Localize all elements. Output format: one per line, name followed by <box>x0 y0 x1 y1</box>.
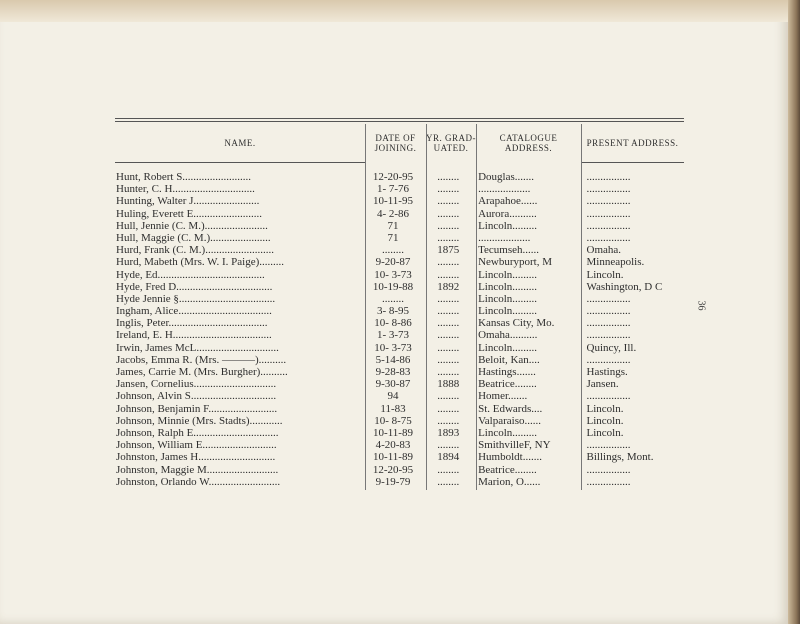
table-row <box>115 293 684 305</box>
cell-year-graduated: 1893 <box>437 426 460 439</box>
cell-catalogue-address: Lincoln......... <box>478 305 538 318</box>
cell-name: Hunt, Robert S......................... <box>116 171 252 183</box>
cell-present-address: ................ <box>586 207 631 220</box>
cell-date-of-joining: 4-20-83 <box>375 439 411 452</box>
cell-present-address: Lincoln. <box>586 402 624 415</box>
cell-catalogue-address: Tecumseh...... <box>478 244 540 257</box>
cell-year-graduated: 1888 <box>437 378 460 391</box>
cell-year-graduated: 1894 <box>437 451 460 464</box>
table-row <box>115 439 684 451</box>
cell-date-of-joining: 5-14-86 <box>375 353 411 366</box>
table-row <box>115 171 684 183</box>
present-header-rule <box>581 162 684 163</box>
cell-name: Johnson, Benjamin F......................... <box>116 402 278 415</box>
cell-date-of-joining: 9-30-87 <box>375 378 411 391</box>
cell-year-graduated: ........ <box>437 329 460 342</box>
cell-date-of-joining: 11-83 <box>380 402 406 415</box>
cell-present-address: ................ <box>586 305 631 318</box>
name-header-rule <box>115 162 365 163</box>
cell-year-graduated: ........ <box>437 256 460 269</box>
cell-catalogue-address: Aurora.......... <box>478 207 537 220</box>
cell-year-graduated: 1892 <box>437 280 460 293</box>
cell-present-address: ................ <box>586 231 631 244</box>
table-row <box>115 195 684 207</box>
cell-year-graduated: ........ <box>437 414 460 427</box>
cell-name: Hyde, Fred D................................... <box>116 280 273 293</box>
cell-catalogue-address: Newburyport, M <box>478 256 553 269</box>
cell-catalogue-address: Lincoln......... <box>478 292 538 305</box>
cell-name: Hyde Jennie §................................... <box>116 292 276 305</box>
cell-date-of-joining: 12-20-95 <box>372 171 414 183</box>
cell-catalogue-address: ................... <box>478 183 531 196</box>
cell-year-graduated: ........ <box>437 219 460 232</box>
cell-year-graduated: ........ <box>437 353 460 366</box>
cell-year-graduated: ........ <box>437 207 460 220</box>
table-row <box>115 476 684 488</box>
cell-year-graduated: ........ <box>437 292 460 305</box>
top-rule-double <box>115 121 684 122</box>
cell-name: Ingham, Alice.................................. <box>116 305 272 318</box>
cell-name: Hull, Jennie (C. M.)....................... <box>116 219 268 232</box>
cell-present-address: ................ <box>586 390 631 403</box>
cell-name: Hyde, Ed....................................... <box>116 268 265 281</box>
cell-name: Jacobs, Emma R. (Mrs. ———).......... <box>116 353 287 366</box>
table-row <box>115 208 684 220</box>
cell-catalogue-address: Marion, O...... <box>478 475 541 488</box>
cell-present-address: ................ <box>586 219 631 232</box>
cell-year-graduated: ........ <box>437 231 460 244</box>
table-row <box>115 281 684 293</box>
table-row <box>115 451 684 463</box>
cell-present-address: Lincoln. <box>586 426 624 439</box>
cell-date-of-joining: 10-11-95 <box>373 195 413 208</box>
cell-present-address: Minneapolis. <box>586 256 645 269</box>
cell-name: Ireland, E. H.................................... <box>116 329 272 342</box>
cell-present-address: ................ <box>586 317 631 330</box>
cell-date-of-joining: 9-28-83 <box>375 366 411 378</box>
table-row <box>115 269 684 281</box>
cell-name: Johnson, Ralph E............................... <box>116 426 279 439</box>
cell-present-address: ................ <box>586 292 631 305</box>
cell-name: Johnson, William E........................... <box>116 439 277 452</box>
cell-date-of-joining: 10- 8-86 <box>374 317 412 330</box>
cell-date-of-joining: 4- 2-86 <box>376 207 410 220</box>
table-row <box>115 220 684 232</box>
cell-catalogue-address: Lincoln......... <box>478 426 538 439</box>
cell-catalogue-address: Beloit, Kan.... <box>478 353 540 366</box>
cell-name: Hunting, Walter J........................ <box>116 195 260 208</box>
cell-year-graduated: ........ <box>437 195 460 208</box>
cell-year-graduated: ........ <box>437 475 460 488</box>
cell-name: Johnson, Minnie (Mrs. Stadts)............ <box>116 414 283 427</box>
cell-date-of-joining: 1- 7-76 <box>376 183 410 196</box>
cell-year-graduated: ........ <box>437 268 460 281</box>
cell-catalogue-address: Humboldt....... <box>478 451 542 464</box>
cell-present-address: Omaha. <box>586 244 622 257</box>
table-row <box>115 232 684 244</box>
cell-year-graduated: ........ <box>437 317 460 330</box>
cell-date-of-joining: 10- 3-73 <box>374 268 412 281</box>
table-row <box>115 342 684 354</box>
cell-name: Inglis, Peter.................................... <box>116 317 268 330</box>
cell-catalogue-address: SmithvilleF, NY <box>478 439 551 452</box>
cell-present-address: Billings, Mont. <box>586 451 654 464</box>
member-register-table <box>115 124 684 488</box>
cell-present-address: Washington, D C <box>586 280 663 293</box>
cell-catalogue-address: Lincoln......... <box>478 341 538 354</box>
cell-catalogue-address: Arapahoe...... <box>478 195 538 208</box>
cell-present-address: ................ <box>586 353 631 366</box>
cell-year-graduated: ........ <box>437 305 460 318</box>
header-catalogue-address: CATALOGUE ADDRESS. <box>499 133 558 153</box>
cell-name: Johnston, James H............................ <box>116 451 276 464</box>
cell-date-of-joining: 9-20-87 <box>375 256 411 269</box>
cell-catalogue-address: Beatrice........ <box>478 463 537 476</box>
cell-year-graduated: ........ <box>437 341 460 354</box>
cell-catalogue-address: ................... <box>478 231 531 244</box>
cell-year-graduated: ........ <box>437 171 460 183</box>
header-year-graduated: YR. GRAD-UATED. <box>426 133 477 153</box>
table-row <box>115 390 684 402</box>
table-row <box>115 317 684 329</box>
cell-date-of-joining: 71 <box>387 219 399 232</box>
cell-catalogue-address: St. Edwards.... <box>478 402 543 415</box>
page-top-edge <box>0 0 800 22</box>
cell-date-of-joining: 71 <box>387 231 399 244</box>
cell-present-address: Quincy, Ill. <box>586 341 637 354</box>
cell-catalogue-address: Valparaiso...... <box>478 414 542 427</box>
cell-present-address: ................ <box>586 463 631 476</box>
cell-date-of-joining: 10-11-89 <box>373 426 413 439</box>
cell-date-of-joining: 12-20-95 <box>372 463 414 476</box>
cell-date-of-joining: 10-11-89 <box>373 451 413 464</box>
cell-name: Johnston, Orlando W.......................... <box>116 475 281 488</box>
cell-name: Hurd, Mabeth (Mrs. W. I. Paige)......... <box>116 256 285 269</box>
cell-present-address: ................ <box>586 183 631 196</box>
cell-name: James, Carrie M. (Mrs. Burgher).......... <box>116 366 288 378</box>
cell-date-of-joining: ........ <box>382 292 404 305</box>
cell-date-of-joining: 3- 8-95 <box>376 305 410 318</box>
cell-year-graduated: ........ <box>437 402 460 415</box>
cell-present-address: Hastings. <box>586 366 628 378</box>
cell-date-of-joining: 10- 8-75 <box>374 414 412 427</box>
cell-present-address: ................ <box>586 439 631 452</box>
cell-date-of-joining: ........ <box>382 244 404 257</box>
cell-catalogue-address: Hastings....... <box>478 366 536 378</box>
cell-catalogue-address: Lincoln......... <box>478 268 538 281</box>
cell-present-address: Jansen. <box>586 378 619 391</box>
table-body <box>115 171 684 488</box>
cell-year-graduated: ........ <box>437 390 460 403</box>
header-date-of-joining: DATE OF JOINING. <box>374 133 417 153</box>
cell-present-address: ................ <box>586 329 631 342</box>
table-row <box>115 256 684 268</box>
table-row <box>115 305 684 317</box>
table-row <box>115 329 684 341</box>
cell-catalogue-address: Homer....... <box>478 390 528 403</box>
cell-name: Johnson, Alvin S............................... <box>116 390 277 403</box>
header-name: NAME. <box>224 138 256 148</box>
table-row <box>115 464 684 476</box>
cell-date-of-joining: 1- 3-73 <box>376 329 410 342</box>
cell-catalogue-address: Douglas....... <box>478 171 534 183</box>
table-row <box>115 183 684 195</box>
cell-present-address: ................ <box>586 475 631 488</box>
cell-date-of-joining: 94 <box>387 390 399 403</box>
cell-year-graduated: ........ <box>437 366 460 378</box>
cell-catalogue-address: Omaha.......... <box>478 329 538 342</box>
header-present-address: PRESENT ADDRESS. <box>586 138 679 148</box>
top-rule <box>115 118 684 119</box>
cell-name: Johnston, Maggie M.......................... <box>116 463 279 476</box>
cell-present-address: Lincoln. <box>586 268 624 281</box>
cell-name: Hull, Maggie (C. M.)...................... <box>116 231 271 244</box>
cell-present-address: ................ <box>586 195 631 208</box>
cell-present-address: ................ <box>586 171 631 183</box>
cell-present-address: Lincoln. <box>586 414 624 427</box>
cell-catalogue-address: Beatrice........ <box>478 378 537 391</box>
cell-catalogue-address: Kansas City, Mo. <box>478 317 555 330</box>
cell-date-of-joining: 9-19-79 <box>375 475 411 488</box>
cell-name: Hunter, C. H.............................. <box>116 183 255 196</box>
cell-year-graduated: 1875 <box>437 244 460 257</box>
cell-catalogue-address: Lincoln......... <box>478 219 538 232</box>
table-row <box>115 354 684 366</box>
cell-date-of-joining: 10- 3-73 <box>374 341 412 354</box>
cell-name: Huling, Everett E......................... <box>116 207 263 220</box>
table-row <box>115 244 684 256</box>
table-row <box>115 427 684 439</box>
page-number: 36 <box>695 300 707 311</box>
book-spine <box>788 0 800 624</box>
cell-catalogue-address: Lincoln......... <box>478 280 538 293</box>
cell-name: Jansen, Cornelius.............................. <box>116 378 277 391</box>
cell-name: Irwin, James McL.............................. <box>116 341 279 354</box>
table-row <box>115 415 684 427</box>
table-row <box>115 378 684 390</box>
cell-name: Hurd, Frank (C. M.)......................... <box>116 244 274 257</box>
cell-date-of-joining: 10-19-88 <box>372 280 414 293</box>
cell-year-graduated: ........ <box>437 439 460 452</box>
table-row <box>115 366 684 378</box>
cell-year-graduated: ........ <box>437 463 460 476</box>
table-row <box>115 403 684 415</box>
table-header <box>115 124 684 162</box>
cell-year-graduated: ........ <box>437 183 460 196</box>
